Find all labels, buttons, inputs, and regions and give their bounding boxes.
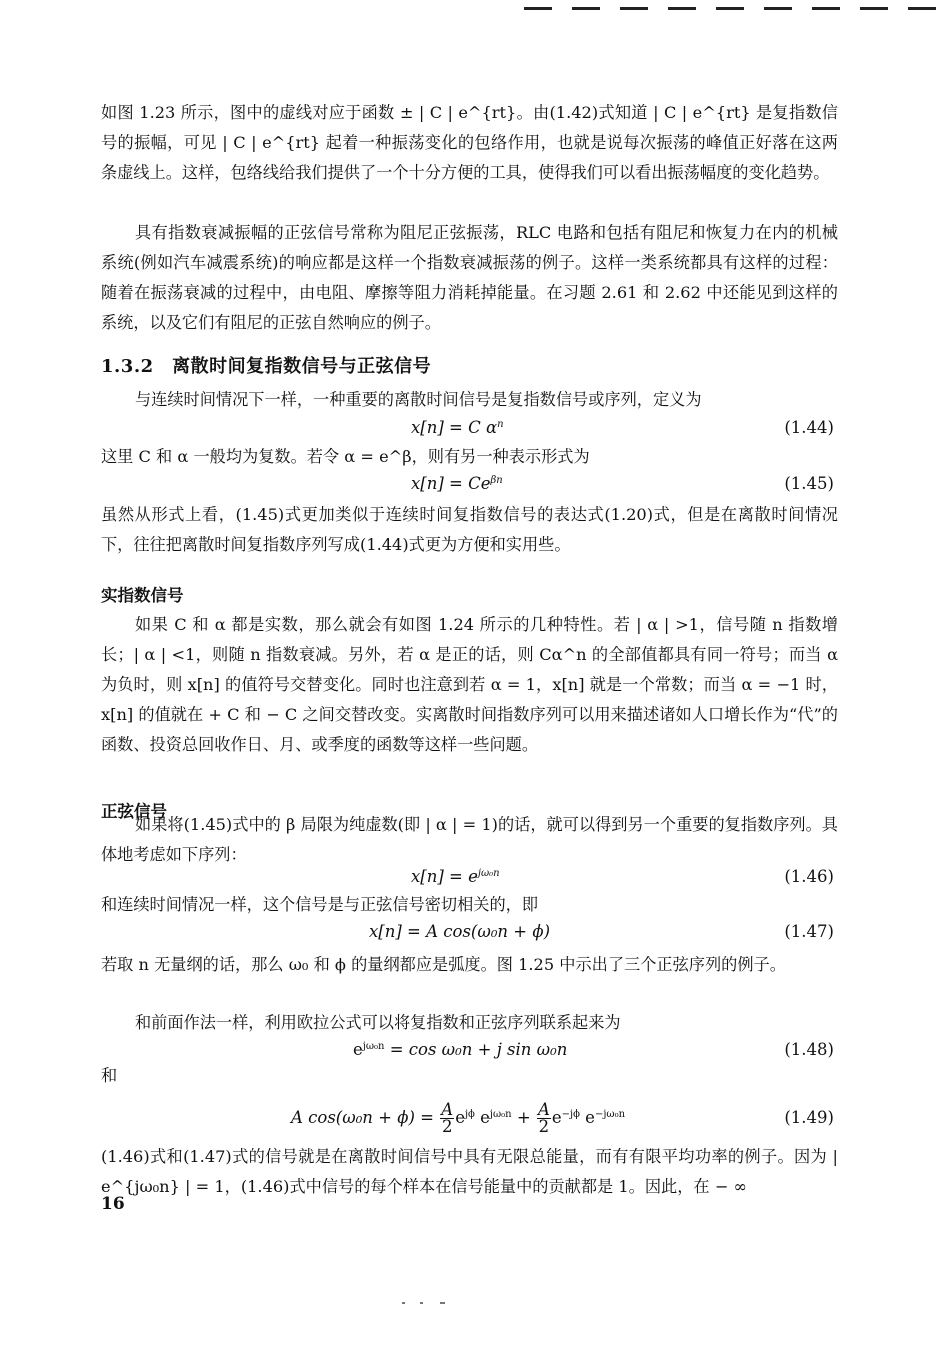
equation-number: (1.46) bbox=[784, 867, 834, 886]
paragraph-form-comparison: 虽然从形式上看，(1.45)式更加类似于连续时间复指数信号的表达式(1.20)式，但是在离散时间情况下，往往把离散时间复指数序列写成(1.44)式更为方便和实用些。 bbox=[101, 505, 838, 554]
page-number: 16 bbox=[101, 1194, 125, 1214]
paragraph-sinusoidal-intro: 如果将(1.45)式中的 β 局限为纯虚数(即 | α | = 1)的话，就可以得到另一个重要的复指数序列。具体地考虑如下序列： bbox=[101, 815, 838, 864]
equation-1-45: $x[n] = Ce^{\beta n}$ (1.45) bbox=[411, 474, 834, 493]
paragraph-related-sinusoid: 和连续时间情况一样，这个信号是与正弦信号密切相关的，即 bbox=[101, 895, 539, 914]
paragraph-real-exponential: 如果 C 和 α 都是实数，那么就会有如图 1.24 所示的几种特性。若 | α | >1，信号随 n 指数增长；| α | <1，则随 n 指数衰减。另外，若 α 是正的话，则 Cα^n 的全部值都具有同一符号；而当 α 为负时，则 x[n] 的值符号交替变化。同时也注意到若 α = 1，x[n] 就是一个常数；而当 α = −1 时，x[n] 的值就在 + C 和 − C 之间交替改变。实离散时间指数序列可以用来描述诸如人口增长作为“代”的函数、投资总回收作日、月、或季度的函数等这样一些问题。 bbox=[101, 615, 838, 754]
paragraph-euler: 和前面作法一样，利用欧拉公式可以将复指数和正弦序列联系起来为 bbox=[135, 1013, 621, 1032]
equation-1-49: A cos(ω₀n + ϕ) = $\frac{A}{2}$ $e^{j\phi}$ $e^{j\omega_0n}$ + $\frac{A}{2}$ $e^{-j\phi}$ $e^{-j\omega_0n}$ (1.49) bbox=[291, 1100, 834, 1136]
equation-1-48: $e^{j\omega_0n} = \cos \omega_0n + j$ sin ω₀n (1.48) bbox=[353, 1040, 834, 1059]
subheading-sinusoidal: 正弦信号 bbox=[101, 802, 167, 821]
scan-speck bbox=[402, 1302, 405, 1304]
paragraph-intro-discrete: 与连续时间情况下一样，一种重要的离散时间信号是复指数信号或序列，定义为 bbox=[135, 390, 702, 409]
equation-1-46: $x[n] = e^{j\omega_0n}$ (1.46) bbox=[411, 867, 834, 886]
equation-number: (1.48) bbox=[784, 1040, 834, 1059]
paragraph-infinite-energy: (1.46)式和(1.47)式的信号就是在离散时间信号中具有无限总能量，而有有限平均功率的例子。因为 | e^{jω₀n} | = 1，(1.46)式中信号的每个样本在信号能量中的贡献都是 1。因此，在 − ∞ bbox=[101, 1147, 838, 1196]
equation-number: (1.49) bbox=[784, 1108, 834, 1127]
paragraph-alpha-def: 这里 C 和 α 一般均为复数。若令 α = e^β，则有另一种表示形式为 bbox=[101, 447, 590, 466]
paragraph-envelope: 如图 1.23 所示，图中的虚线对应于函数 ± | C | e^{rt}。由(1.42)式知道 | C | e^{rt} 是复指数信号的振幅，可见 | C | e^{rt} 起着一种振荡变化的包络作用，也就是说每次振荡的峰值正好落在这两条虚线上。这样，包络线给我们提供了一个十分方便的工具，使得我们可以看出振荡幅度的变化趋势。 bbox=[101, 103, 838, 182]
paragraph-radians: 若取 n 无量纲的话，那么 ω₀ 和 ϕ 的量纲都应是弧度。图 1.25 中示出了三个正弦序列的例子。 bbox=[101, 955, 786, 974]
header-rule bbox=[524, 4, 944, 12]
paragraph-damped-sinusoid: 具有指数衰减振幅的正弦信号常称为阻尼正弦振荡，RLC 电路和包括有阻尼和恢复力在内的机械系统(例如汽车减震系统)的响应都是这样一个指数衰减振荡的例子。这样一类系统都具有这样的过程：随着在振荡衰减的过程中，由电阻、摩擦等阻力消耗掉能量。在习题 2.61 和 2.62 中还能见到这样的系统，以及它们有阻尼的正弦自然响应的例子。 bbox=[101, 223, 838, 332]
scan-speck bbox=[440, 1302, 445, 1304]
equation-1-44: x[n] = C $\alpha^n$ (1.44) bbox=[411, 418, 834, 437]
scan-speck bbox=[420, 1302, 423, 1304]
subheading-real-exponential: 实指数信号 bbox=[101, 586, 184, 605]
section-heading: 1.3.2 离散时间复指数信号与正弦信号 bbox=[101, 356, 432, 377]
and-label: 和 bbox=[101, 1066, 118, 1085]
equation-number: (1.47) bbox=[784, 922, 834, 941]
equation-number: (1.44) bbox=[784, 418, 834, 437]
equation-1-47: x[n] = A cos(ω₀n + ϕ) (1.47) bbox=[369, 922, 834, 941]
equation-number: (1.45) bbox=[784, 474, 834, 493]
